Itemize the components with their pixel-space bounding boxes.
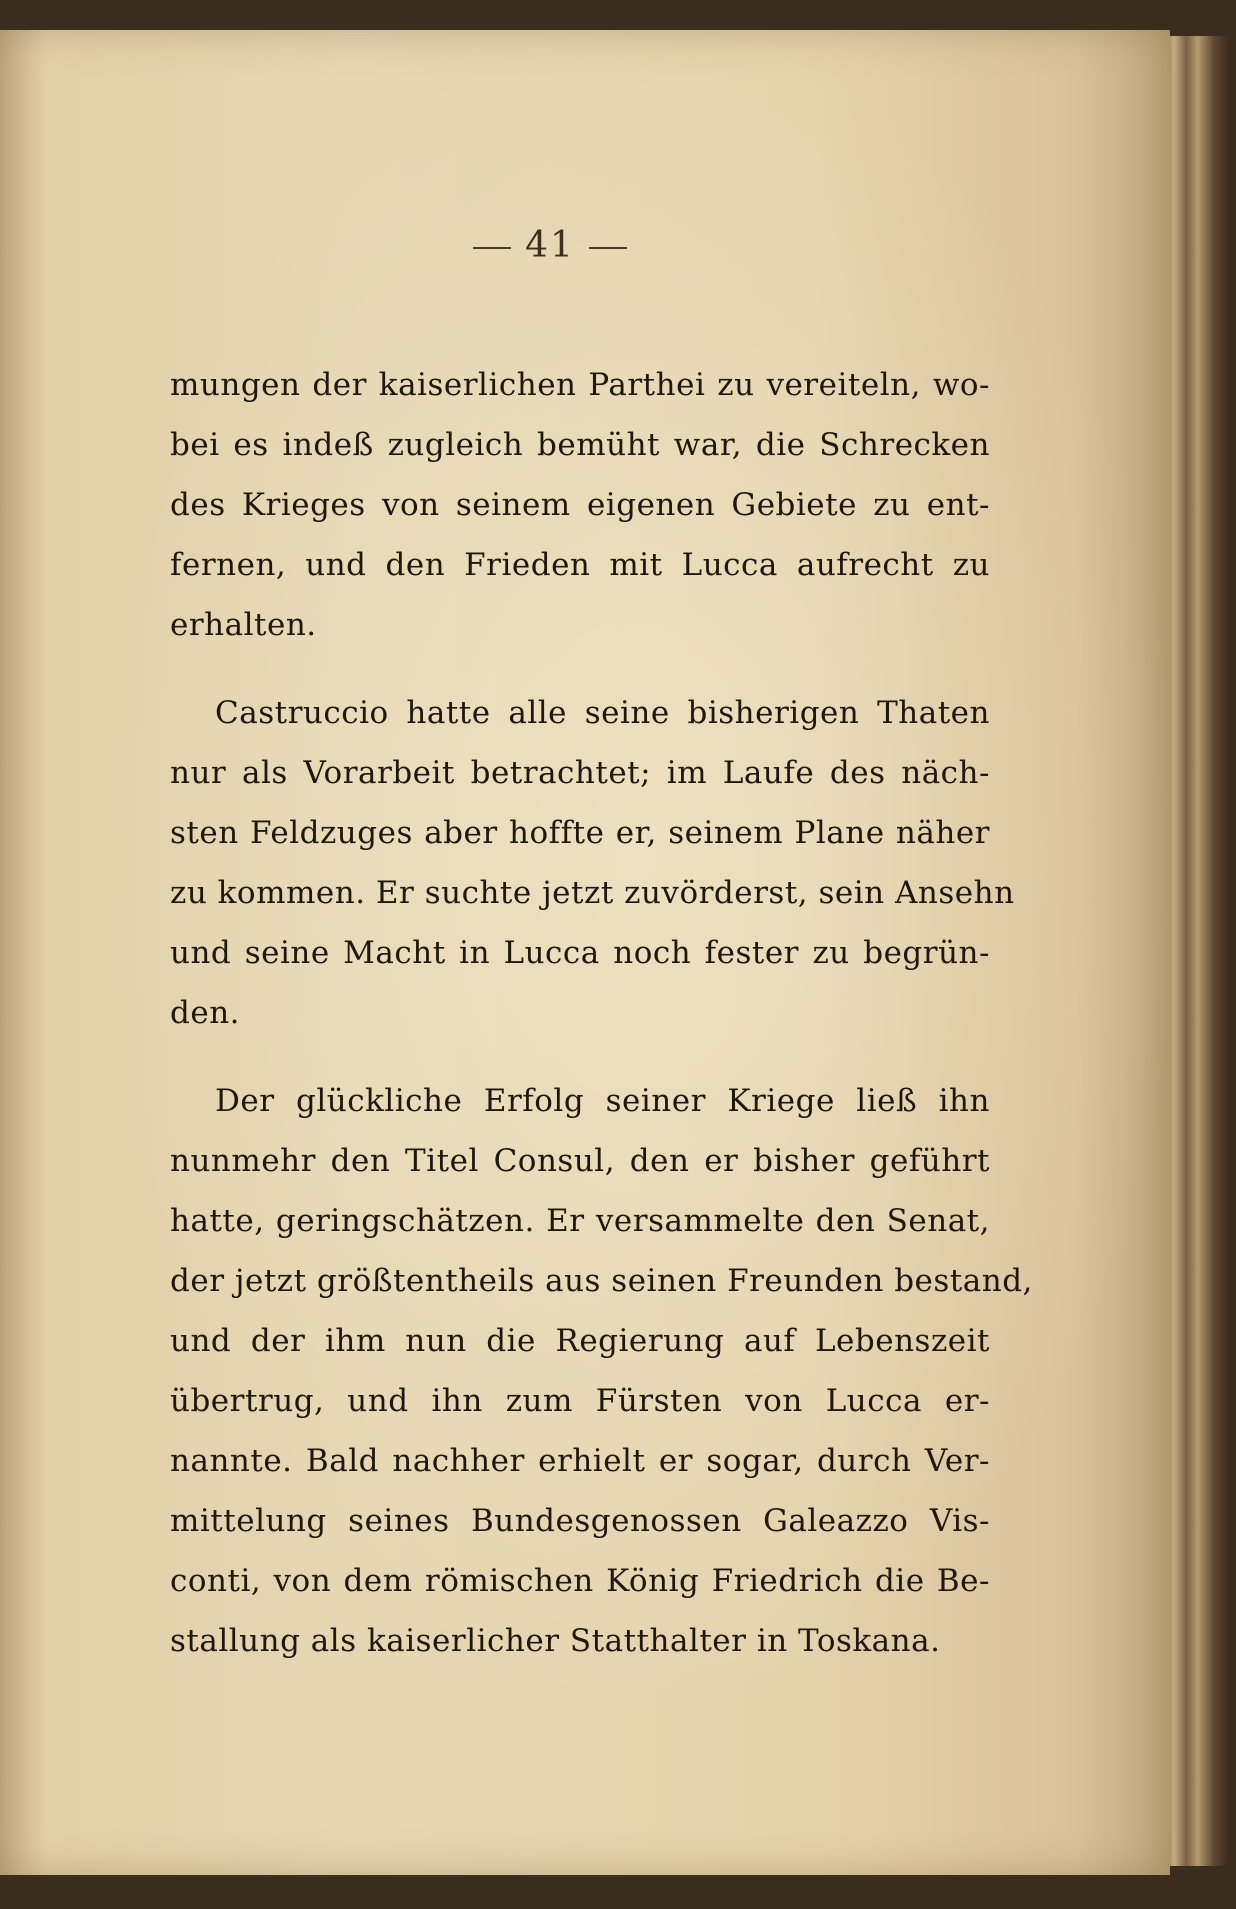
text-line: hatte, geringschätzen. Er versammelte den Senat,	[170, 1203, 990, 1239]
text-line: nur als Vorarbeit betrachtet; im Laufe des näch-	[170, 755, 990, 791]
book-page	[0, 30, 1170, 1875]
text-line: der jetzt größtentheils aus seinen Freunden bestand,	[170, 1263, 1033, 1299]
text-line: mungen der kaiserlichen Parthei zu vereiteln, wo-	[170, 367, 990, 403]
text-line: übertrug, und ihn zum Fürsten von Lucca er-	[170, 1383, 990, 1419]
page-header	[0, 225, 1100, 266]
paragraph-3	[170, 1071, 1033, 1671]
text-line: mittelung seines Bundesgenossen Galeazzo Vis-	[170, 1503, 990, 1539]
text-line: nannte. Bald nachher erhielt er sogar, durch Ver-	[170, 1443, 990, 1479]
body-text	[170, 355, 1033, 1699]
text-line: den.	[170, 995, 241, 1031]
header-dash-left	[473, 247, 511, 249]
text-line: stallung als kaiserlicher Statthalter in Toskana.	[170, 1623, 941, 1659]
paragraph-2	[170, 683, 1015, 1043]
paragraph-1	[170, 355, 990, 655]
text-line: zu kommen. Er suchte jetzt zuvörderst, sein Ansehn	[170, 875, 1015, 911]
text-line: nunmehr den Titel Consul, den er bisher geführt	[170, 1143, 990, 1179]
text-line: Der glückliche Erfolg seiner Kriege ließ ihn	[215, 1083, 990, 1119]
text-line: erhalten.	[170, 607, 317, 643]
text-line: und seine Macht in Lucca noch fester zu begrün-	[170, 935, 990, 971]
text-line: sten Feldzuges aber hoffte er, seinem Plane näher	[170, 815, 990, 851]
text-line: und der ihm nun die Regierung auf Lebenszeit	[170, 1323, 990, 1359]
text-line: des Krieges von seinem eigenen Gebiete zu ent-	[170, 487, 990, 523]
page-number: 41	[525, 225, 575, 266]
text-line: conti, von dem römischen König Friedrich die Be-	[170, 1563, 990, 1599]
text-line: fernen, und den Frieden mit Lucca aufrecht zu	[170, 547, 990, 583]
text-line: bei es indeß zugleich bemüht war, die Schrecken	[170, 427, 990, 463]
text-line: Castruccio hatte alle seine bisherigen Thaten	[215, 695, 990, 731]
header-dash-right	[589, 247, 627, 249]
